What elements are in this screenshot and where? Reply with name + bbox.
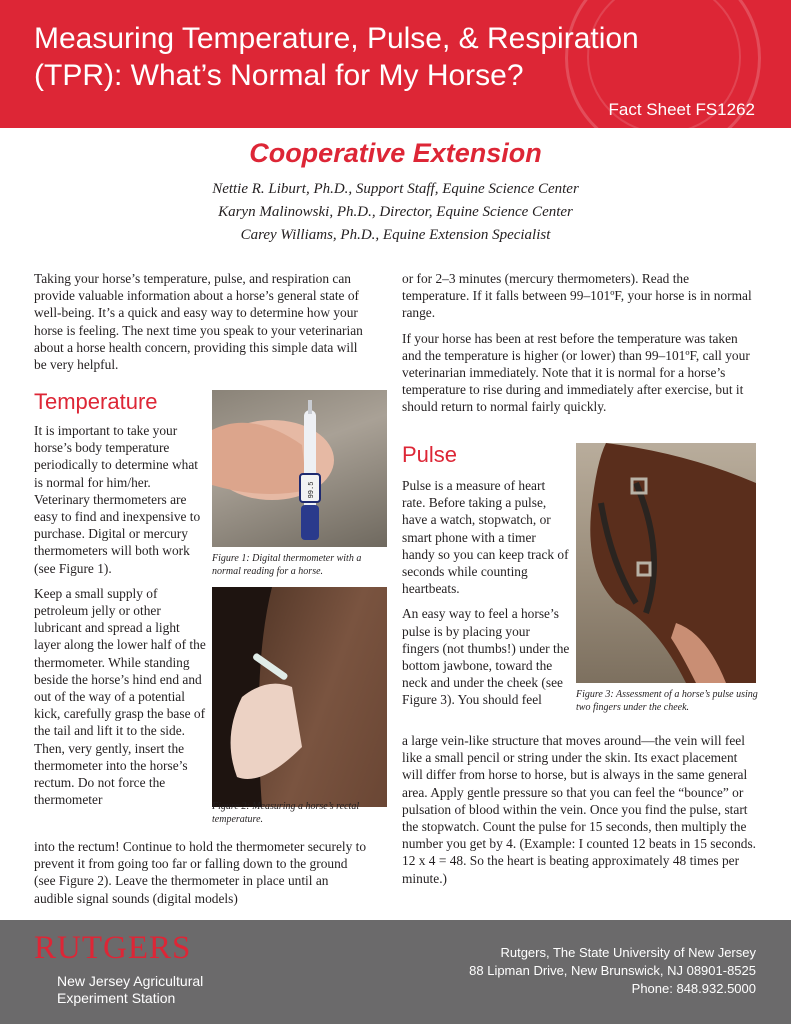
author-list	[0, 178, 791, 247]
address-phone: Phone: 848.932.5000	[631, 981, 756, 996]
temperature-paragraph-2: Keep a small supply of petroleum jelly or other lubricant and spread a light layer along the lower half of the thermometer. While standing beside the horse’s hind end and out of the way of a potential kick, carefully grasp the base of the tail and lift it to the side. Then, very gently, insert the thermometer into the horse’s rectum. Do not force the thermometer	[34, 585, 206, 808]
intro-paragraph: Taking your horse’s temperature, pulse, and respiration can provide valuable information about a horse’s general state of well-being. It’s a quick and easy way to determine how your horse is feeling. The next time you speak to your veterinarian about a horse health concern, providing this simple data will be very helpful.	[34, 271, 363, 373]
fact-sheet-number: Fact Sheet FS1262	[608, 100, 755, 119]
address-line-1: Rutgers, The State University of New Jersey	[500, 945, 756, 960]
temperature-heading: Temperature	[34, 389, 158, 414]
author-line: Nettie R. Liburt, Ph.D., Support Staff, Equine Science Center	[212, 181, 579, 197]
rutgers-logo: RUTGERS	[34, 930, 192, 966]
pulse-text-narrow	[402, 477, 570, 717]
station-line-1: New Jersey Agricultural	[57, 973, 204, 989]
temperature-text-right	[402, 270, 758, 424]
title-banner	[0, 0, 791, 128]
author-line: Karyn Malinowski, Ph.D., Director, Equine Science Center	[218, 204, 573, 220]
temperature-text-narrow	[34, 422, 206, 816]
address-line-2: 88 Lipman Drive, New Brunswick, NJ 08901-8525	[469, 963, 756, 978]
title-line-1: Measuring Temperature, Pulse, & Respiration	[34, 22, 639, 55]
pulse-paragraph-2: An easy way to feel a horse’s pulse is by placing your fingers (not thumbs!) under the bottom jawbone, toward the neck and under the cheek (see Figure 3). You should feel	[402, 606, 570, 708]
title-line-2: (TPR): What’s Normal for My Horse?	[34, 59, 524, 92]
experiment-station-name	[57, 973, 203, 1007]
pulse-heading: Pulse	[402, 442, 458, 467]
figure-3-photo	[576, 443, 756, 683]
document-title	[34, 20, 734, 94]
temperature-paragraph-3: or for 2–3 minutes (mercury thermometers). Read the temperature. If it falls between 99–101ºF, your horse is in normal range.	[402, 271, 752, 321]
figure-3-caption: Figure 3: Assessment of a horse’s pulse using two fingers under the cheek.	[576, 689, 758, 713]
figure-2-caption: Figure 2: Measuring a horse’s rectal temperature.	[212, 801, 360, 825]
rectal-thermometer-illustration	[212, 587, 387, 807]
figure-1-photo	[212, 390, 387, 547]
horse-pulse-illustration	[576, 443, 756, 683]
temperature-paragraph-1: It is important to take your horse’s body temperature periodically to determine what is normal for him/her. Veterinary thermometers are easy to find and inexpensive to purchase. Digital or mercury thermometers will both work (see Figure 1).	[34, 423, 201, 576]
temperature-paragraph-2-continued: into the rectum! Continue to hold the thermometer securely to prevent it from going too far or falling down to the ground (see Figure 2). Leave the thermometer in place until an audible signal sounds (digital models)	[34, 839, 367, 906]
thermometer-reading: 99.5	[308, 481, 316, 499]
cooperative-extension-heading: Cooperative Extension	[249, 138, 542, 168]
pulse-paragraph-2-continued: a large vein-like structure that moves around—the vein will feel like a small pencil or string under the skin. Its exact placement will differ from horse to horse, but is always in the same general area. Apply gentle pressure so that you can feel the “bounce” or pulsation of blood within the vein. Once you find the pulse, start the stopwatch. Count the pulse for 15 seconds, then multiply the number you get by 4. (Example: I counted 12 beats in 15 seconds. 12 x 4 = 48. So the heart is beating approximately 48 times per minute.)	[402, 733, 757, 886]
footer-address	[469, 944, 756, 998]
temperature-paragraph-4: If your horse has been at rest before the temperature was taken and the temperature is higher (or lower) than 99–101ºF, call your veterinarian immediately. Note that it is normal for a horse’s temperature to rise during and immediately after exercise, but it should return to normal fairly quickly.	[402, 330, 750, 415]
thermometer-hand-illustration	[212, 390, 387, 547]
figure-2-photo	[212, 587, 387, 807]
figure-1-caption: Figure 1: Digital thermometer with a normal reading for a horse.	[212, 553, 362, 577]
station-line-2: Experiment Station	[57, 990, 176, 1006]
pulse-paragraph-1: Pulse is a measure of heart rate. Before taking a pulse, have a watch, stopwatch, or smart phone with a timer handy so you can keep track of seconds while counting heartbeats.	[402, 478, 569, 597]
author-line: Carey Williams, Ph.D., Equine Extension Specialist	[240, 227, 551, 243]
